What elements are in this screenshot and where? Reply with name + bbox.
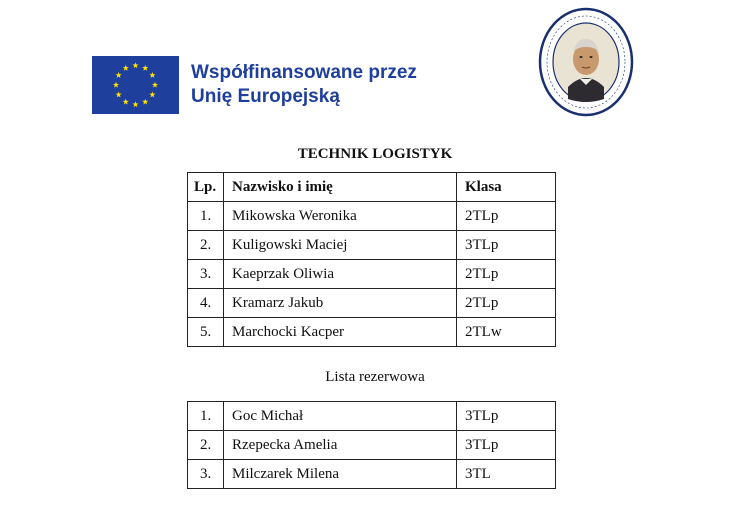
row-class: 2TLp xyxy=(457,260,556,289)
reserve-list-title: Lista rezerwowa xyxy=(325,369,425,385)
eu-star-icon xyxy=(123,99,129,105)
row-name: Milczarek Milena xyxy=(224,460,457,489)
eu-line-2: Unię Europejską xyxy=(191,86,340,107)
column-header-name: Nazwisko i imię xyxy=(224,173,457,202)
eu-star-icon xyxy=(149,92,155,98)
row-name: Goc Michał xyxy=(224,402,457,431)
table-row xyxy=(188,402,556,431)
row-class: 2TLp xyxy=(457,289,556,318)
table-row xyxy=(188,260,556,289)
eu-star-icon xyxy=(116,92,122,98)
row-name: Mikowska Weronika xyxy=(224,202,457,231)
eu-star-icon xyxy=(132,101,138,107)
reserve-table xyxy=(187,401,556,489)
row-number: 1. xyxy=(188,402,224,431)
eu-star-icon xyxy=(132,62,138,68)
row-name: Rzepecka Amelia xyxy=(224,431,457,460)
page-title: TECHNIK LOGISTYK xyxy=(297,146,453,162)
eu-flag-icon xyxy=(92,56,179,114)
row-number: 1. xyxy=(188,202,224,231)
eu-star-icon xyxy=(149,72,155,78)
row-number: 2. xyxy=(188,431,224,460)
eu-line-1: Współfinansowane przez xyxy=(191,62,417,83)
table-row xyxy=(188,318,556,347)
table-row xyxy=(188,202,556,231)
row-number: 3. xyxy=(188,260,224,289)
eu-cofinancing-text xyxy=(191,61,417,109)
row-name: Kramarz Jakub xyxy=(224,289,457,318)
row-number: 3. xyxy=(188,460,224,489)
row-number: 5. xyxy=(188,318,224,347)
eu-star-icon xyxy=(142,65,148,71)
row-name: Kaeprzak Oliwia xyxy=(224,260,457,289)
row-name: Kuligowski Maciej xyxy=(224,231,457,260)
eu-star-icon xyxy=(123,65,129,71)
row-class: 3TL xyxy=(457,460,556,489)
row-class: 3TLp xyxy=(457,402,556,431)
row-class: 2TLw xyxy=(457,318,556,347)
table-header-row xyxy=(188,173,556,202)
eu-star-icon xyxy=(113,82,119,88)
table-row xyxy=(188,460,556,489)
table-row xyxy=(188,289,556,318)
main-table xyxy=(187,172,556,347)
table-row xyxy=(188,431,556,460)
row-class: 3TLp xyxy=(457,431,556,460)
eu-star-icon xyxy=(152,82,158,88)
table-row xyxy=(188,231,556,260)
column-header-class: Klasa xyxy=(457,173,556,202)
row-class: 3TLp xyxy=(457,231,556,260)
row-name: Marchocki Kacper xyxy=(224,318,457,347)
column-header-lp: Lp. xyxy=(188,173,224,202)
eu-star-icon xyxy=(142,99,148,105)
school-seal-icon xyxy=(538,7,634,117)
row-number: 4. xyxy=(188,289,224,318)
eu-star-icon xyxy=(116,72,122,78)
row-class: 2TLp xyxy=(457,202,556,231)
row-number: 2. xyxy=(188,231,224,260)
